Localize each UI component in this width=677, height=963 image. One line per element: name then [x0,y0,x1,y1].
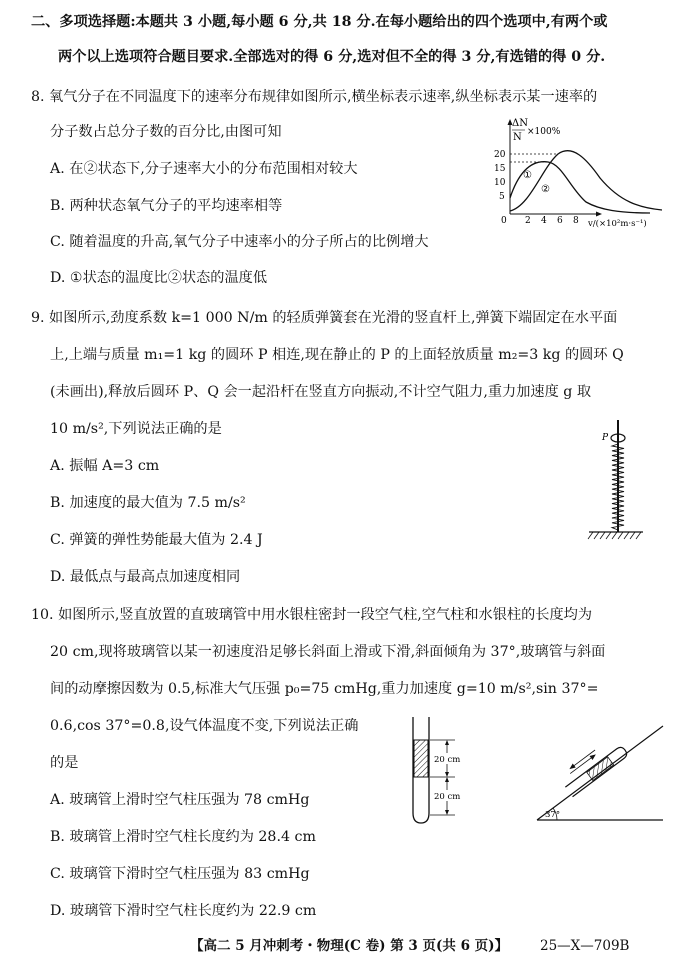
paper-code: 25—X—709B [540,938,630,954]
q8-xtick: 2 [525,216,531,226]
q9-ring-label: P [602,433,609,443]
q9-option-d: D. 最低点与最高点加速度相同 [50,569,241,585]
q10-option-b: B. 玻璃管上滑时空气柱长度约为 28.4 cm [50,829,316,845]
q8-xlabel: v/(×10²m·s⁻¹) [588,219,647,229]
q10-angle-label: 37° [545,810,561,820]
q8-ytick: 15 [494,164,506,174]
q8-stem-line1: 8. 氧气分子在不同温度下的速率分布规律如图所示,横坐标表示速率,纵坐标表示某一速率的 [31,89,598,105]
q8-curve2-label: ② [541,184,550,195]
page-footer: 【高二 5 月冲刺考・物理(C 卷) 第 3 页(共 6 页)】 [190,938,509,954]
q10-stem-line2: 20 cm,现将玻璃管以某一初速度沿足够长斜面上滑或下滑,斜面倾角为 37°,玻璃管与斜面 [50,644,606,660]
q8-xtick: 4 [541,216,547,226]
q10-stem-line1: 10. 如图所示,竖直放置的直玻璃管中用水银柱密封一段空气柱,空气柱和水银柱的长度均为 [31,607,593,623]
q8-ytick: 5 [499,192,505,202]
q9-option-b: B. 加速度的最大值为 7.5 m/s² [50,495,246,511]
q8-ylabel-top: ΔN [512,118,528,129]
q8-curve1-label: ① [523,170,532,181]
q10-air-length-label: 20 cm [434,755,461,765]
q8-ytick: 20 [494,150,506,160]
q8-ytick: 0 [501,216,507,226]
q8-ytick: 10 [494,178,506,188]
q8-xtick: 6 [557,216,563,226]
q8-ylabel-bottom: N [513,132,522,143]
q8-xtick: 8 [573,216,579,226]
section-heading-line2: 两个以上选项符合题目要求.全部选对的得 6 分,选对但不全的得 3 分,有选错的得 0 分. [58,49,606,65]
q8-stem-line2: 分子数占总分子数的百分比,由图可知 [50,124,282,140]
q9-stem-line1: 9. 如图所示,劲度系数 k=1 000 N/m 的轻质弹簧套在光滑的竖直杆上,弹簧下端固定在水平面 [31,310,618,326]
q10-vertical-tube-figure [405,715,485,827]
q8-speed-distribution-figure [490,118,665,236]
q10-option-a: A. 玻璃管上滑时空气柱压强为 78 cmHg [50,792,310,808]
q10-incline-figure [535,722,665,824]
q8-option-d: D. ①状态的温度比②状态的温度低 [50,270,268,286]
q10-stem-line4: 0.6,cos 37°=0.8,设气体温度不变,下列说法正确 [50,718,359,734]
q8-option-b: B. 两种状态氧气分子的平均速率相等 [50,198,283,214]
q10-stem-line3: 间的动摩擦因数为 0.5,标准大气压强 p₀=75 cmHg,重力加速度 g=10 m/s²,sin 37°= [50,681,599,697]
q10-stem-line5: 的是 [50,755,79,771]
q9-spring-rod-figure [585,418,645,543]
q8-option-c: C. 随着温度的升高,氧气分子中速率小的分子所占的比例增大 [50,234,429,250]
section-heading-line1: 二、多项选择题:本题共 3 小题,每小题 6 分,共 18 分.在每小题给出的四个选项中,有两个或 [31,14,608,30]
q9-stem-line2: 上,上端与质量 m₁=1 kg 的圆环 P 相连,现在静止的 P 的上面轻放质量 m₂=3 kg 的圆环 Q [50,347,624,363]
q9-stem-line4: 10 m/s²,下列说法正确的是 [50,421,222,437]
q9-stem-line3: (未画出),释放后圆环 P、Q 会一起沿杆在竖直方向振动,不计空气阻力,重力加速度 g 取 [50,384,592,400]
q10-option-c: C. 玻璃管下滑时空气柱压强为 83 cmHg [50,866,310,882]
q9-option-c: C. 弹簧的弹性势能最大值为 2.4 J [50,532,263,548]
q9-option-a: A. 振幅 A=3 cm [50,458,160,474]
q10-mercury-length-label: 20 cm [434,792,461,802]
q8-option-a: A. 在②状态下,分子速率大小的分布范围相对较大 [50,161,358,177]
q10-option-d: D. 玻璃管下滑时空气柱长度约为 22.9 cm [50,903,317,919]
q8-ylabel-suffix: ×100% [527,127,561,137]
